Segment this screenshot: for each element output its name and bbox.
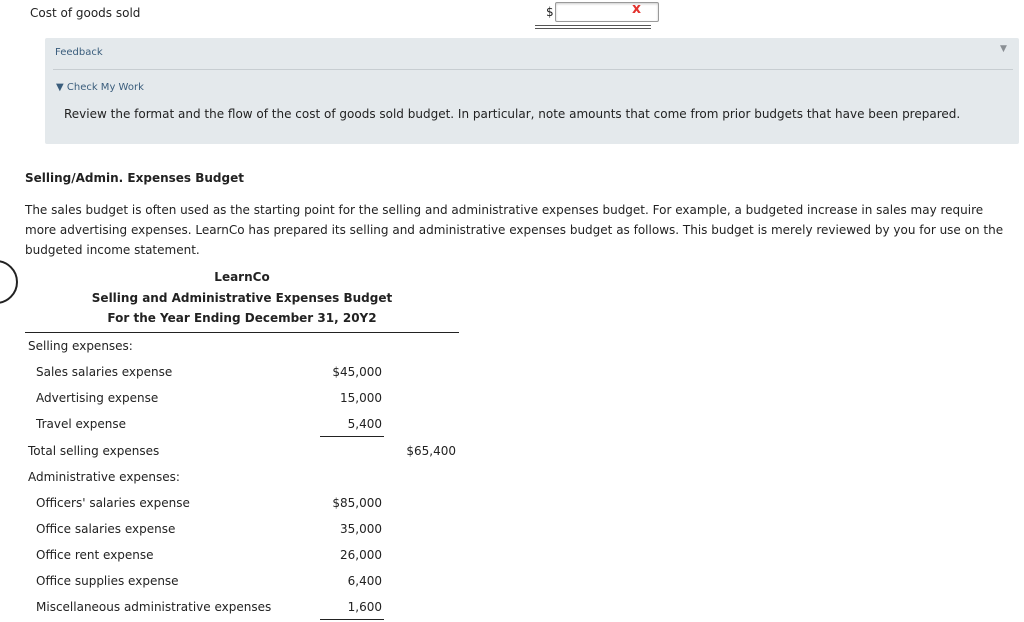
scroll-marker-circle [0, 260, 18, 304]
row-amount: 5,400 [347, 417, 382, 431]
row-amount: 15,000 [340, 391, 382, 405]
table-row [25, 600, 465, 622]
cogs-currency: $ [546, 5, 554, 19]
budget-company: LearnCo [214, 270, 270, 284]
feedback-title[interactable]: Feedback [55, 47, 103, 58]
table-row [25, 417, 465, 443]
feedback-panel [45, 38, 1019, 144]
subtotal-rule [320, 619, 384, 620]
table-row [25, 470, 465, 496]
feedback-text: Review the format and the flow of the cost of goods sold budget. In particular, note amounts that come from prior budgets that have been prepared. [64, 107, 961, 121]
row-amount: 26,000 [340, 548, 382, 562]
double-underline-top [535, 25, 651, 26]
cogs-answer-cell [535, 1, 651, 29]
row-label: Office supplies expense [36, 574, 179, 588]
row-label: Office salaries expense [36, 522, 176, 536]
row-amount: $45,000 [332, 365, 382, 379]
row-label: Total selling expenses [28, 444, 160, 458]
row-label: Selling expenses: [28, 339, 133, 353]
budget-header-rule [25, 332, 459, 333]
row-label: Advertising expense [36, 391, 159, 405]
feedback-collapse-icon[interactable]: ▼ [1000, 44, 1007, 54]
check-my-work-toggle[interactable]: ▼ Check My Work [56, 82, 144, 93]
double-underline-bottom [535, 28, 651, 29]
table-row [25, 365, 465, 391]
table-row [25, 522, 465, 548]
cogs-input[interactable] [555, 2, 659, 22]
row-amount: $85,000 [332, 496, 382, 510]
row-amount: 1,600 [347, 600, 382, 614]
cogs-label: Cost of goods sold [30, 6, 141, 20]
row-label: Miscellaneous administrative expenses [36, 600, 272, 614]
budget-title: Selling and Administrative Expenses Budget [91, 291, 393, 305]
table-row [25, 496, 465, 522]
row-label: Travel expense [36, 417, 126, 431]
feedback-divider [53, 69, 1013, 70]
table-row [25, 444, 465, 470]
section-heading: Selling/Admin. Expenses Budget [25, 171, 244, 185]
row-total: $65,400 [406, 444, 456, 458]
row-amount: 35,000 [340, 522, 382, 536]
table-row [25, 574, 465, 600]
table-row [25, 548, 465, 574]
incorrect-x-icon: x [632, 1, 642, 17]
row-label: Officers' salaries expense [36, 496, 190, 510]
intro-paragraph: The sales budget is often used as the starting point for the selling and administrative expenses budget. For example, a budgeted increase in sales may require more advertising expenses. LearnCo has prepared its selling and administrative expenses budget as follows. This budget is merely reviewed by you for use on the budgeted income statement. [25, 203, 1004, 257]
table-row [25, 391, 465, 417]
subtotal-rule [320, 436, 384, 437]
budget-period: For the Year Ending December 31, 20Y2 [107, 311, 377, 325]
row-label: Administrative expenses: [28, 470, 180, 484]
row-amount: 6,400 [347, 574, 382, 588]
row-label: Sales salaries expense [36, 365, 173, 379]
table-row [25, 339, 465, 365]
row-label: Office rent expense [36, 548, 154, 562]
